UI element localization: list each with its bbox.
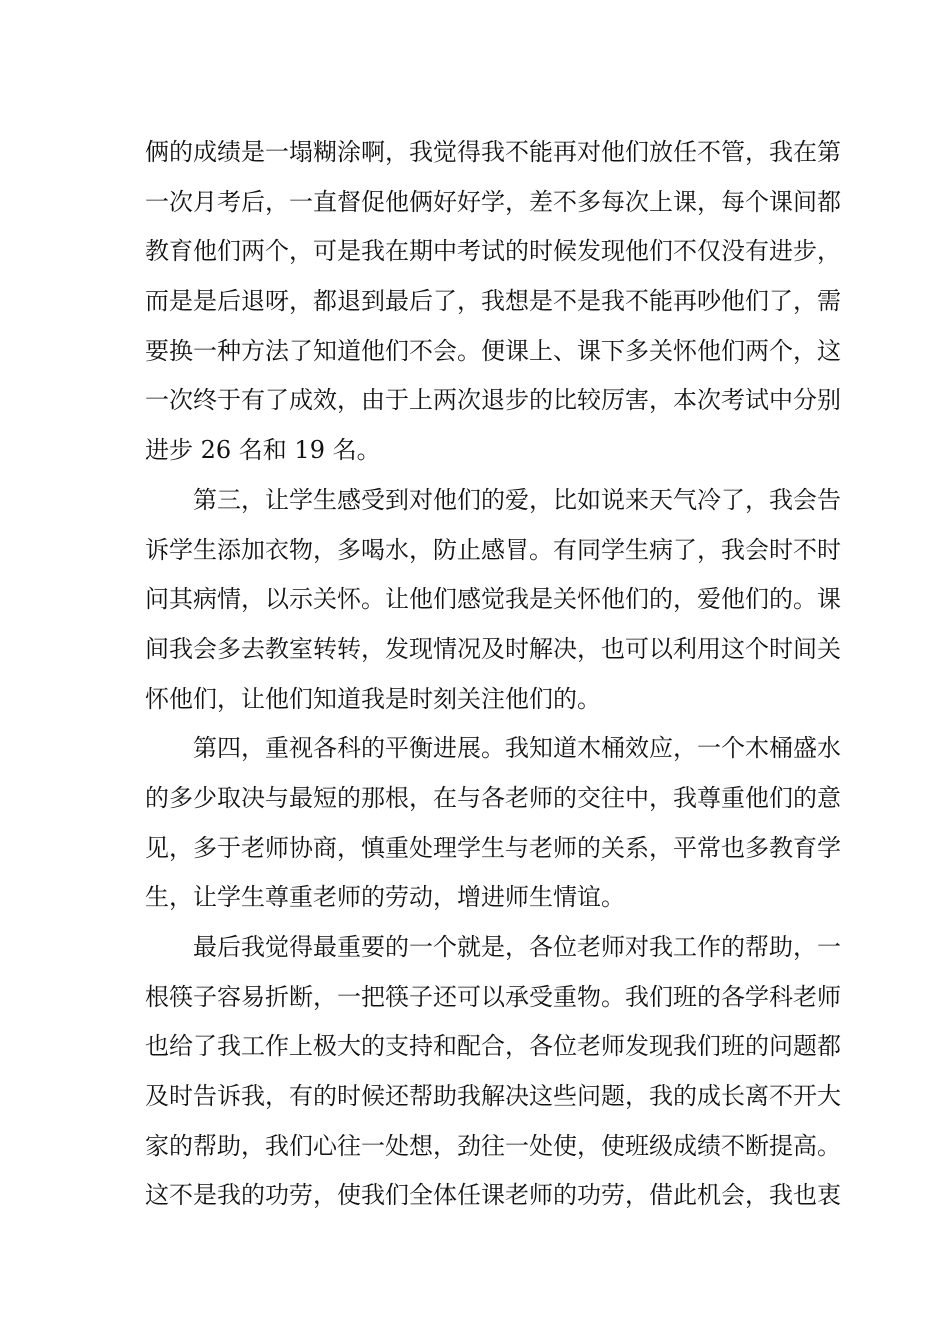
text-line: 这不是我的功劳，使我们全体任课老师的功劳，借此机会，我也衷: [145, 1181, 841, 1210]
text-line: 也给了我工作上极大的支持和配合，各位老师发现我们班的问题都: [145, 1032, 841, 1061]
body-text: [145, 128, 841, 1221]
text-line: 的多少取决与最短的那根，在与各老师的交往中，我尊重他们的意: [145, 783, 841, 812]
text-line: 而是是后退呀，都退到最后了，我想是不是我不能再吵他们了，需: [145, 287, 841, 316]
text-line: 俩的成绩是一塌糊涂啊，我觉得我不能再对他们放任不管，我在第: [145, 138, 841, 166]
text-line: 见，多于老师协商，慎重处理学生与老师的关系，平常也多教育学: [145, 833, 841, 862]
text-line: 家的帮助，我们心往一处想，劲往一处使，使班级成绩不断提高。: [145, 1131, 841, 1160]
text-line: 教育他们两个，可是我在期中考试的时候发现他们不仅没有进步，: [145, 237, 841, 266]
text-line: 要换一种方法了知道他们不会。便课上、课下多关怀他们两个，这: [145, 336, 841, 365]
text-line: 怀他们，让他们知道我是时刻关注他们的。: [145, 684, 601, 713]
text-line: 问其病情，以示关怀。让他们感觉我是关怀他们的，爱他们的。课: [145, 585, 841, 614]
text-line: 进步 26 名和 19 名。: [145, 436, 381, 465]
text-line: 及时告诉我，有的时候还帮助我解决这些问题，我的成长离不开大: [145, 1082, 841, 1111]
text-line: 根筷子容易折断，一把筷子还可以承受重物。我们班的各学科老师: [145, 982, 841, 1011]
text-line: 生，让学生尊重老师的劳动，增进师生情谊。: [145, 883, 625, 912]
text-line: 诉学生添加衣物，多喝水，防止感冒。有同学生病了，我会时不时: [145, 535, 841, 564]
text-line: 间我会多去教室转转，发现情况及时解决，也可以利用这个时间关: [145, 634, 841, 663]
paragraph-first-line: 第三，让学生感受到对他们的爱，比如说来天气冷了，我会告: [193, 485, 841, 514]
text-line: 一次月考后，一直督促他俩好好学，差不多每次上课，每个课间都: [145, 187, 841, 216]
paragraph-first-line: 第四，重视各科的平衡进展。我知道木桶效应，一个木桶盛水: [193, 734, 841, 763]
paragraph-first-line: 最后我觉得最重要的一个就是，各位老师对我工作的帮助，一: [193, 933, 841, 961]
text-line: 一次终于有了成效，由于上两次退步的比较厉害，本次考试中分别: [145, 386, 841, 415]
